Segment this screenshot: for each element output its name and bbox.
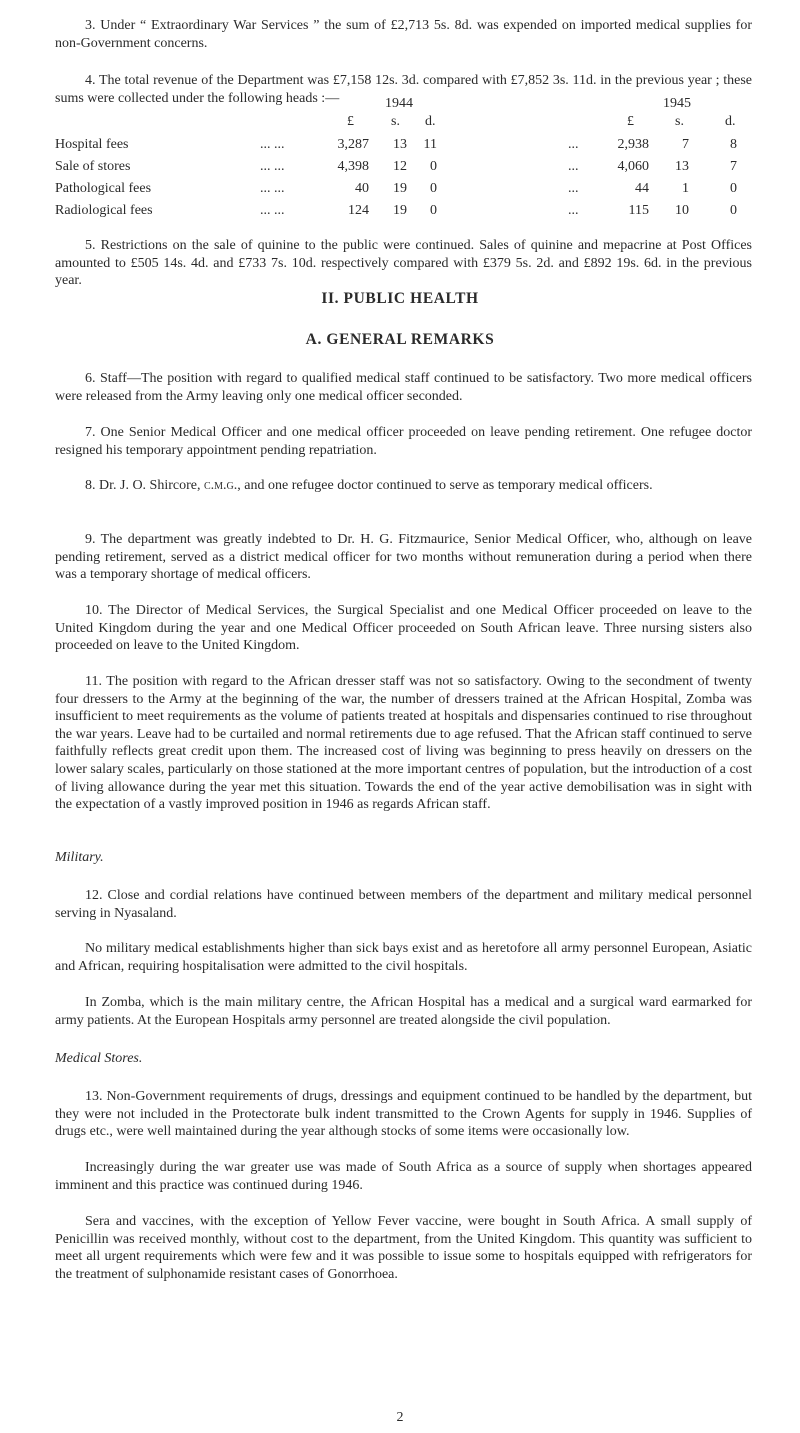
paragraph-9: 9. The department was greatly indebted to Dr. H. G. Fitzmaurice, Senior Medical Officer, who, although on leave pending retirement, served as a district medical officer for two months without remuneration during a period when there was a temporary shortage of medical officers. [55,532,752,583]
paragraph-13a: 13. Non-Government requirements of drugs, dressings and equipment continued to be handled by the department, but they were not included in the Protectorate bulk indent transmitted to the Crown Agents for supply in 1946. Supplies of drugs etc., were well maintained during the year although stocks of some items were occasionally low. [55,1089,752,1140]
paragraph-10: 10. The Director of Medical Services, the Surgical Specialist and one Medical Officer proceeded on leave to the United Kingdom during the year and one Medical Officer proceeded on South African leave. Three nursing sisters also proceeded on leave to the United Kingdom. [55,603,752,654]
cell-1944-pounds: 3,287 [337,137,369,152]
cmg-honour: c.m.g., [204,478,241,493]
cell-1945-pence: 8 [730,137,737,152]
cell-1944-shillings: 12 [393,159,407,174]
cell-1944-pence: 0 [430,159,437,174]
paragraph-8 [55,477,752,495]
cell-1945-pence: 0 [730,181,737,196]
cell-1945-pence: 7 [730,159,737,174]
leader-dots: ... [568,137,579,152]
leader-dots: ... ... [260,181,285,196]
unit-pence-1944: d. [425,114,436,129]
unit-pounds-1944: £ [347,114,354,129]
leader-dots: ... [568,203,579,218]
military-subheading: Military. [55,850,104,865]
unit-shillings-1944: s. [391,114,400,129]
cell-1945-pounds: 2,938 [617,137,649,152]
leader-dots: ... ... [260,159,285,174]
paragraph-5: 5. Restrictions on the sale of quinine to the public were continued. Sales of quinine and mepacrine at Post Offices amounted to £505 14s. 4d. and £733 7s. 10d. respectively compared with £379 5s. 2d. and £892 19s. 6d. in the previous year. [55,238,752,289]
paragraph-8-end: and one refugee doctor continued to serve as temporary medical officers. [244,478,653,493]
leader-dots: ... [568,159,579,174]
unit-shillings-1945: s. [675,114,684,129]
cell-1944-pence: 0 [430,203,437,218]
cell-1944-pence: 11 [423,137,437,152]
row-label-sale-of-stores: Sale of stores [55,159,131,174]
cell-1945-shillings: 13 [675,159,689,174]
section-heading: II. PUBLIC HEALTH [321,290,479,307]
paragraph-13b: Increasingly during the war greater use was made of South Africa as a source of supply when shortages appeared imminent and this practice was continued during 1946. [55,1160,752,1193]
year-1944-header: 1944 [385,96,413,111]
row-label-hospital-fees: Hospital fees [55,137,129,152]
paragraph-12c: In Zomba, which is the main military centre, the African Hospital has a medical and a surgical ward earmarked for army patients. At the European Hospitals army personnel are treated alongside the civil population. [55,995,752,1028]
row-label-radiological-fees: Radiological fees [55,203,153,218]
cell-1944-pounds: 40 [355,181,369,196]
cell-1945-pence: 0 [730,203,737,218]
cell-1945-pounds: 115 [628,203,649,218]
leader-dots: ... [568,181,579,196]
cell-1944-pence: 0 [430,181,437,196]
revenue-table [55,96,755,246]
cell-1944-shillings: 13 [393,137,407,152]
paragraph-7: 7. One Senior Medical Officer and one medical officer proceeded on leave pending retirement. One refugee doctor resigned his temporary appointment pending repatriation. [55,425,752,458]
paragraph-6: 6. Staff—The position with regard to qualified medical staff continued to be satisfactory. Two more medical officers were released from the Army leaving only one medical officer seconded. [55,371,752,404]
cell-1945-shillings: 10 [675,203,689,218]
year-1945-header: 1945 [663,96,691,111]
cell-1944-shillings: 19 [393,203,407,218]
leader-dots: ... ... [260,137,285,152]
paragraph-13c: Sera and vaccines, with the exception of Yellow Fever vaccine, were bought in South Africa. A small supply of Penicillin was received monthly, without cost to the department, from the United Kingdom. This quantity was sufficient to meet all urgent requirements which were few and it was possible to issue some to hospitals equipped with refrigerators for the treatment of sulphonamide resistant cases of Gonorrhoea. [55,1214,752,1282]
cell-1945-shillings: 1 [682,181,689,196]
cell-1944-pounds: 124 [348,203,369,218]
cell-1945-pounds: 44 [635,181,649,196]
cell-1944-pounds: 4,398 [337,159,369,174]
paragraph-12a: 12. Close and cordial relations have continued between members of the department and military medical personnel serving in Nyasaland. [55,888,752,921]
row-label-pathological-fees: Pathological fees [55,181,152,196]
unit-pounds-1945: £ [627,114,634,129]
paragraph-8-start: 8. Dr. J. O. Shircore, [85,478,201,493]
paragraph-3: 3. Under “ Extraordinary War Services ” the sum of £2,713 5s. 8d. was expended on imported medical supplies for non-Government concerns. [55,18,752,51]
page-number: 2 [396,1410,404,1425]
leader-dots: ... ... [260,203,285,218]
cell-1945-shillings: 7 [682,137,689,152]
cell-1944-shillings: 19 [393,181,407,196]
paragraph-4: 4. The total revenue of the Department was £7,158 12s. 3d. compared with £7,852 3s. 11d. in the previous year ; these sums were collected under the following heads :— [55,73,752,106]
paragraph-11: 11. The position with regard to the African dresser staff was not so satisfactory. Owing to the secondment of twenty four dressers to the Army at the beginning of the war, the number of dressers trained at the African Hospital, Zomba was insufficient to meet requirements as the volume of patients treated at hospitals and dispensaries continued to rise throughout the war years. Leave had to be curtailed and normal retirements due to age refused. That the African staff continued to serve faithfully reflects great credit upon them. The increased cost of living was beginning to press heavily on dressers on the lower salary scales, particularly on those stationed at the more important centres of population, but the introduction of a cost of living allowance during the year met this situation. Towards the end of the year active demobilisation was in sight with the expectation of a vastly improved position in 1946 as regards African staff. [55,674,752,813]
subsection-heading: A. GENERAL REMARKS [305,331,495,348]
paragraph-12b: No military medical establishments higher than sick bays exist and as heretofore all army personnel European, Asiatic and African, requiring hospitalisation were admitted to the civil hospitals. [55,941,752,974]
medical-stores-subheading: Medical Stores. [55,1051,143,1066]
cell-1945-pounds: 4,060 [617,159,649,174]
unit-pence-1945: d. [725,114,736,129]
